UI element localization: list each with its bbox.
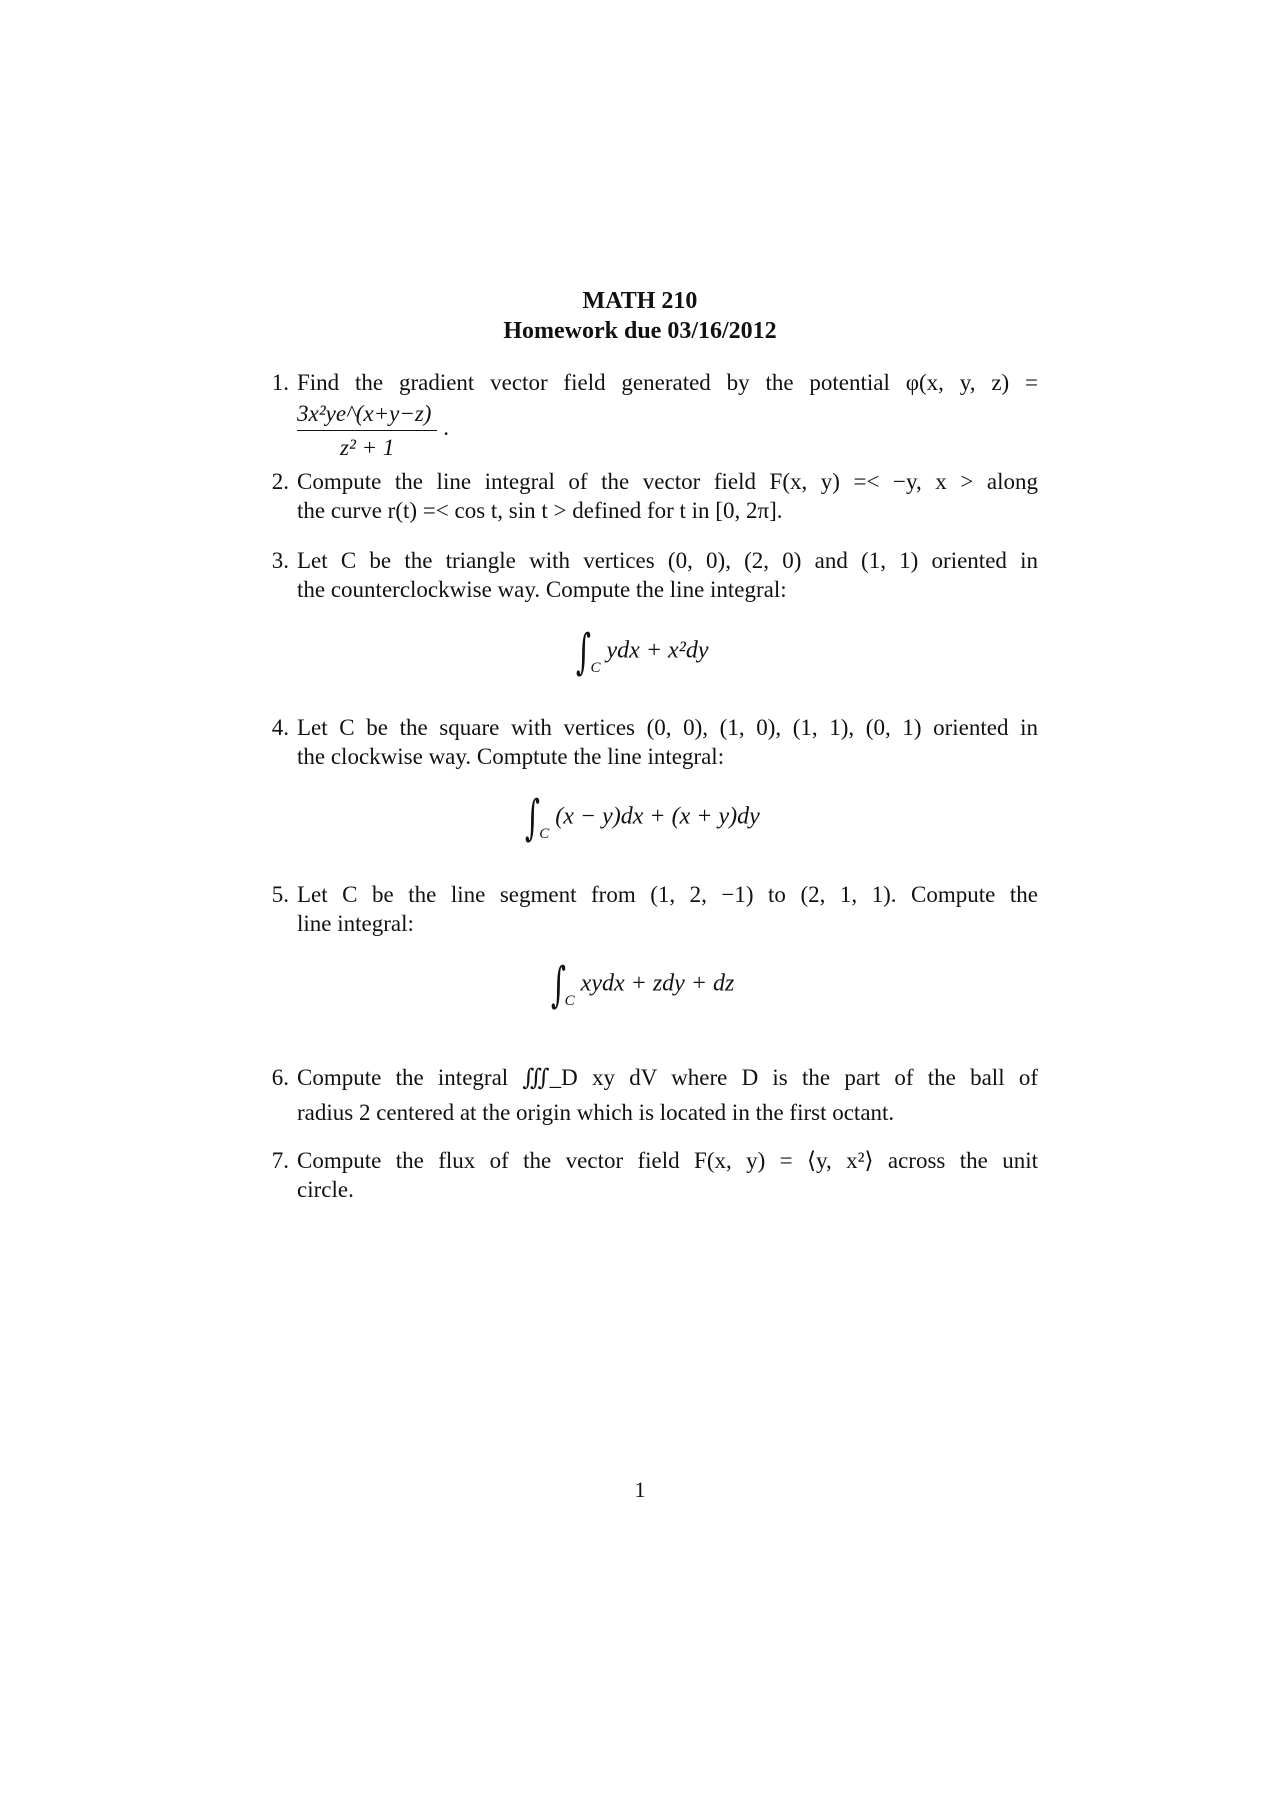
fraction-period: .	[443, 414, 449, 440]
problem-6	[271, 1058, 1038, 1127]
problem-text-line: line integral:	[297, 911, 414, 936]
problem-3	[271, 546, 1038, 604]
problem-text-line: the clockwise way. Comptute the line integral:	[297, 744, 725, 769]
problem-number: 7.	[271, 1148, 289, 1173]
course-title: MATH 210	[582, 288, 698, 314]
problem-2	[271, 467, 1038, 525]
problem-text-line: the curve r(t) =< cos t, sin t > defined for t in [0, 2π].	[297, 498, 783, 523]
integral-sign: ∫	[550, 957, 566, 1013]
problem-number: 1.	[271, 370, 289, 395]
problem-1	[271, 368, 1038, 462]
problem-text-line: the counterclockwise way. Compute the line integral:	[297, 577, 787, 602]
integral-subscript: C	[539, 825, 550, 842]
page-number: 1	[634, 1477, 646, 1502]
integral-5	[0, 957, 1280, 1013]
problem-number: 5.	[271, 882, 289, 907]
problem-5	[271, 880, 1038, 938]
integral-subscript: C	[564, 992, 575, 1009]
potential-fraction	[297, 399, 437, 462]
problem-number: 6.	[271, 1065, 289, 1090]
integral-subscript: C	[590, 659, 601, 676]
integrand: xydx + zdy + dz	[580, 970, 735, 997]
problem-text-line: Compute the integral ∭_D xy dV where D is the part of the ball of	[297, 1065, 1038, 1090]
problem-text-line: Compute the line integral of the vector field F(x, y) =< −y, x > along	[297, 469, 1038, 494]
problem-text-line: Let C be the triangle with vertices (0, 0), (2, 0) and (1, 1) oriented in	[297, 548, 1038, 573]
fraction-numerator: 3x²ye^(x+y−z)	[297, 399, 437, 431]
problem-number: 4.	[271, 715, 289, 740]
problem-text-line: Find the gradient vector field generated by the potential φ(x, y, z) =	[297, 370, 1038, 395]
integral-sign: ∫	[576, 624, 592, 680]
problem-4	[271, 713, 1038, 771]
integrand: (x − y)dx + (x + y)dy	[555, 803, 760, 830]
problem-text-line: Compute the flux of the vector field F(x, y) = ⟨y, x²⟩ across the unit	[297, 1148, 1038, 1173]
problem-text-line: Let C be the square with vertices (0, 0), (1, 0), (1, 1), (0, 1) oriented in	[297, 715, 1038, 740]
problem-text-line: Let C be the line segment from (1, 2, −1) to (2, 1, 1). Compute the	[297, 882, 1038, 907]
problem-text-line: radius 2 centered at the origin which is located in the first octant.	[297, 1100, 895, 1125]
integral-sign: ∫	[525, 790, 541, 846]
integral-3	[0, 624, 1280, 680]
integral-4	[0, 790, 1280, 846]
problem-text-line: circle.	[297, 1177, 354, 1202]
integrand: ydx + x²dy	[606, 637, 709, 664]
problem-number: 3.	[271, 548, 289, 573]
fraction-denominator: z² + 1	[340, 435, 395, 460]
homework-subtitle: Homework due 03/16/2012	[503, 318, 777, 344]
problem-number: 2.	[271, 469, 289, 494]
problem-7	[271, 1146, 1038, 1204]
